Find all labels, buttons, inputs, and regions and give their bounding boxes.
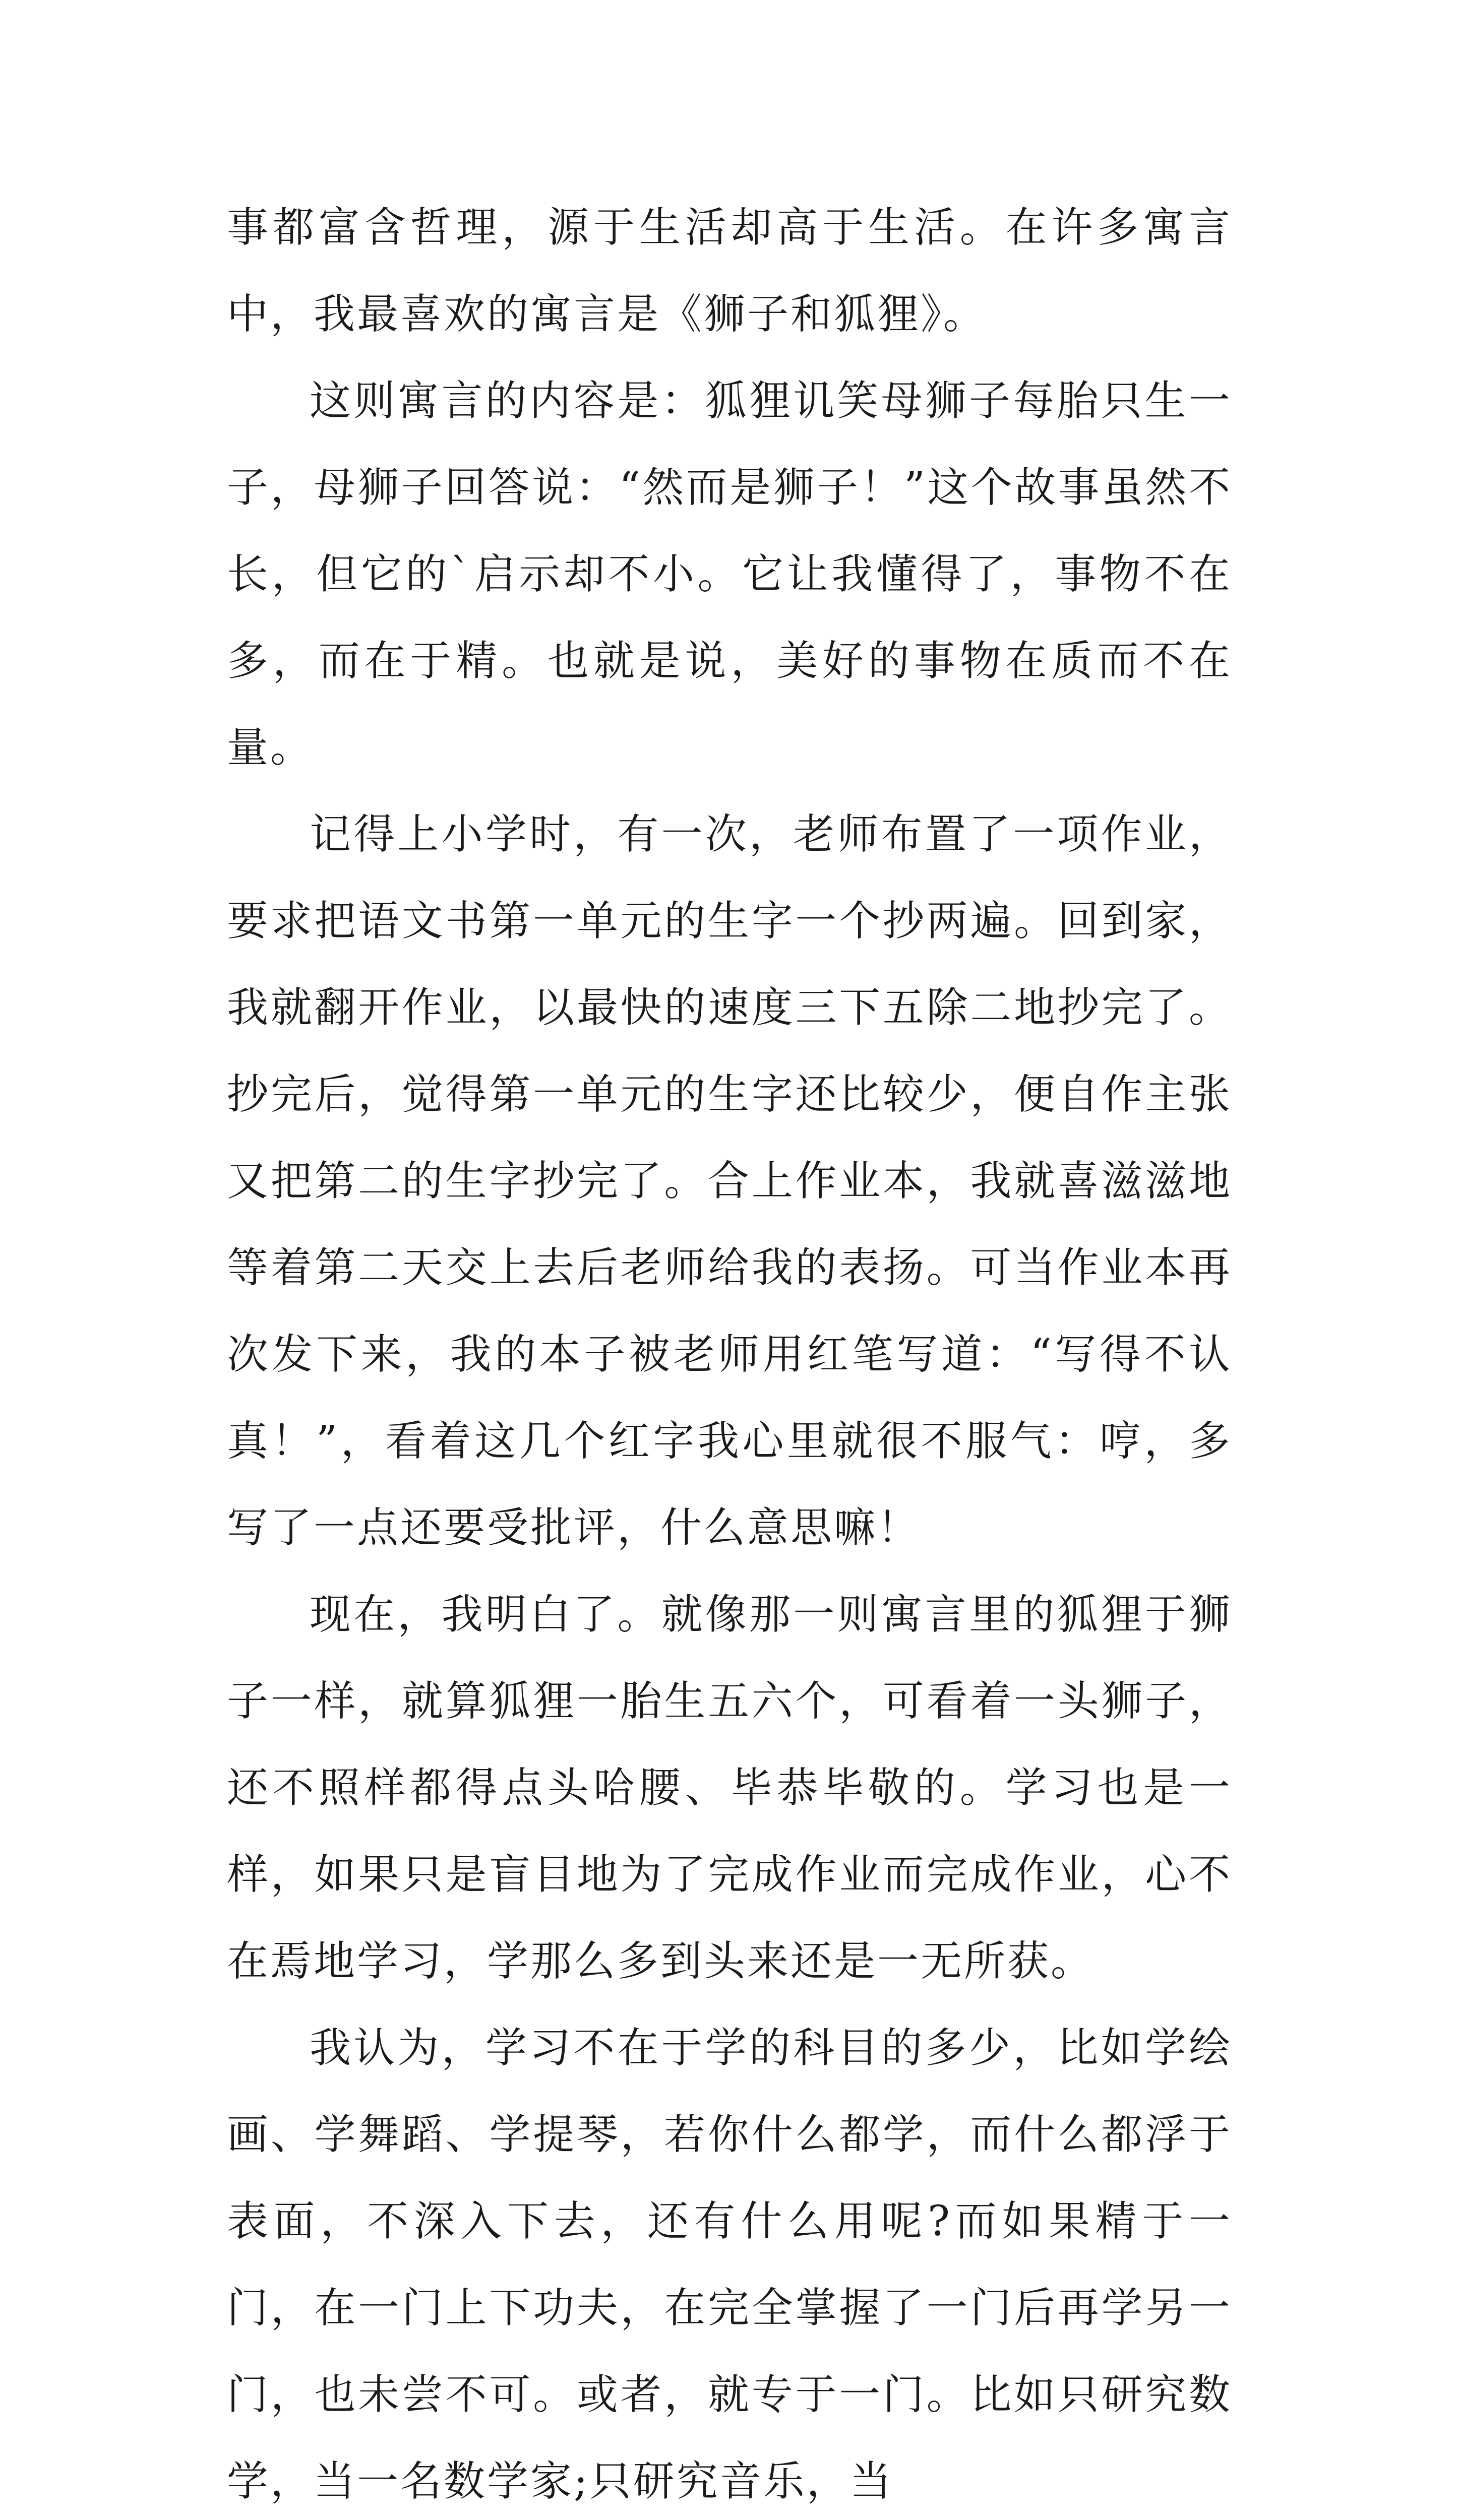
paragraph-2: 这则寓言的内容是：狐狸讥笑母狮子每胎只生一子，母狮子回答说：“然而是狮子！”这个故事虽然不长，但它的`启示却不小。它让我懂得了，事物不在多，而在于精。也就是说，美好的事物在质而不在量。 [227,377,1232,772]
paragraph-5: 我认为，学习不在于学的科目的多少，比如学绘画、学舞蹈、学提琴，若你什么都学，而什么都浮于表面，不深入下去，还有什么用呢?而如果精于一门，在一门上下功夫，在完全掌握了一门后再学另一门，也未尝不可。或者，就专于一门。比如只研究数学，当一名数学家;只研究音乐，当 [227,2024,1232,2505]
paragraph-4: 现在，我明白了。就像那一则寓言里的狐狸于狮子一样，就算狐狸一胎生五六个，可看着一头狮子，还不照样都得点头哈腰、毕恭毕敬的。学习也是一样，如果只是盲目地为了完成作业而完成作业，心不在焉地学习，学那么多到头来还是一无所获。 [227,1591,1232,1985]
essay-body [227,184,1232,2520]
paragraph-1: 事都富含哲理，源于生活却高于生活。在许多寓言中，我最喜欢的寓言是《狮子和狐狸》。 [227,204,1232,338]
paragraph-3: 记得上小学时，有一次，老师布置了一项作业，要求把语文书第一单元的生字一个抄两遍。回到家，我就翻开作业，以最快的速度三下五除二地抄完了。抄完后，觉得第一单元的生字还比较少，便自作主张又把第二的生字抄完了。合上作业本，我就喜滋滋地等着第二天交上去后老师给我的表扬。可当作业本再次发下来，我的本子被老师用红笔写道：“写得不认真！”，看着这几个红字我心里就很不服气：哼，多写了一点还要受批评，什么意思嘛！ [227,810,1232,1552]
